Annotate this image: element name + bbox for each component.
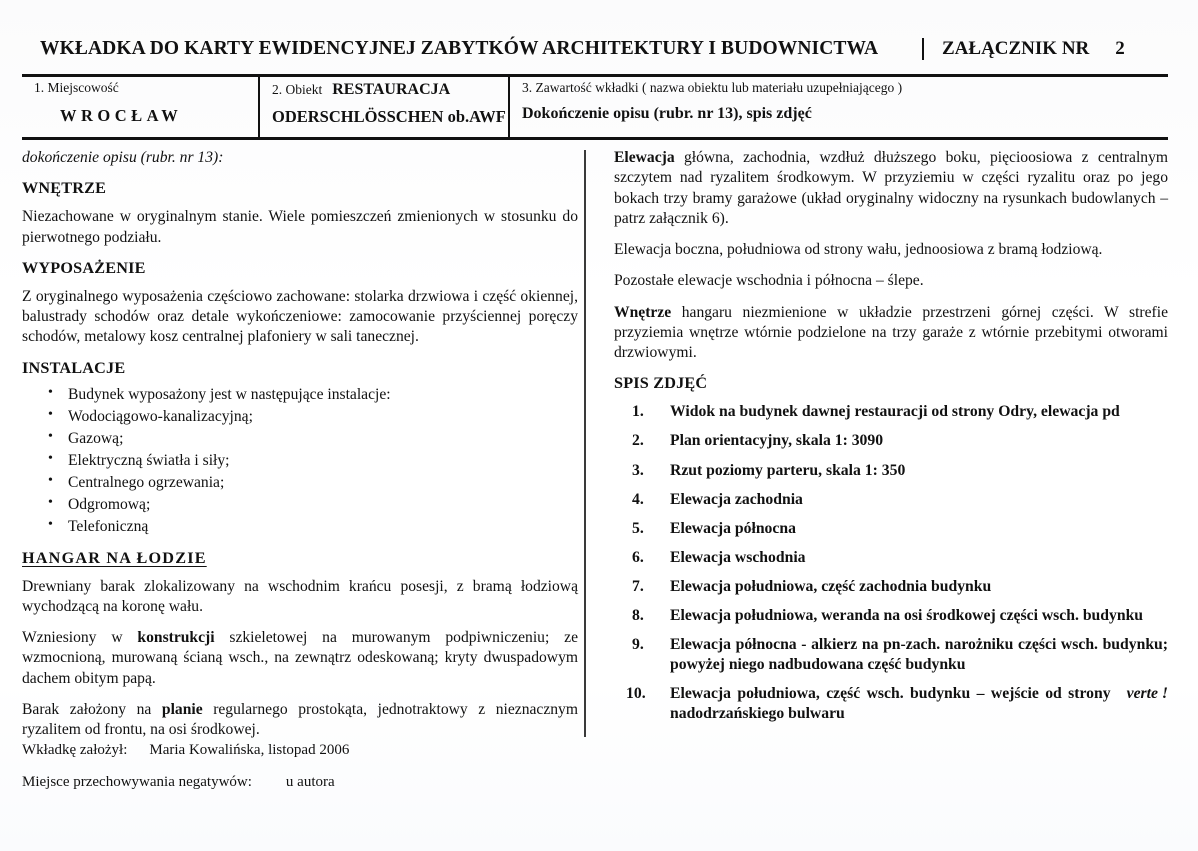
section-heading-installations: INSTALACJE <box>22 358 126 377</box>
elevation-paragraph-2: Elewacja boczna, południowa od strony wału, jednoosiowa z bramą łodziową. <box>614 241 1103 259</box>
intro-line: dokończenie opisu (rubr. nr 13): <box>22 149 224 166</box>
field-object-label-text: 2. Obiekt <box>272 82 323 97</box>
list-item: • Odgromową; <box>68 494 578 516</box>
photo-text: Elewacja południowa, część wsch. budynku – wejście od strony nadodrzańskiego bulwaru <box>670 685 1111 723</box>
footer-author-row <box>22 742 722 759</box>
header-rule-bottom <box>22 137 1168 140</box>
field-object-value: ODERSCHLÖSSCHEN ob.AWF <box>272 107 506 127</box>
field-content <box>508 76 1168 137</box>
photo-index: 4. <box>632 490 644 508</box>
photo-index: 10. <box>626 685 646 703</box>
list-item <box>614 519 1168 539</box>
list-item: • Centralnego ogrzewania; <box>68 472 578 494</box>
interior-paragraph <box>614 303 1168 364</box>
section-heading-hangar: HANGAR NA ŁODZIE <box>22 548 207 567</box>
list-item <box>614 431 1168 451</box>
list-item <box>614 606 1168 626</box>
hangar-p2-bold: konstrukcji <box>137 629 215 647</box>
section-heading-interior: WNĘTRZE <box>22 179 107 198</box>
list-item: • Elektryczną światła i siły; <box>68 450 578 472</box>
section-heading-photos: SPIS ZDJĘĆ <box>614 374 708 393</box>
attachment-header <box>922 38 1168 60</box>
right-column <box>600 148 1168 734</box>
field-content-label: 3. Zawartość wkładki ( nazwa obiektu lub materiału uzupełniającego ) <box>522 80 903 95</box>
photo-index: 5. <box>632 519 644 537</box>
list-item: • Telefoniczną <box>68 516 578 538</box>
attachment-label: ZAŁĄCZNIK NR <box>942 38 1090 59</box>
footer-negatives-row <box>22 774 722 791</box>
hangar-paragraph-2 <box>22 628 578 689</box>
field-object <box>258 76 508 137</box>
photo-text: Elewacja zachodnia <box>670 490 803 508</box>
list-item: • Gazową; <box>68 428 578 450</box>
photo-list <box>614 402 1168 724</box>
list-item <box>614 461 1168 481</box>
list-item: • Wodociągowo-kanalizacyjną; <box>68 406 578 428</box>
photo-text: Elewacja wschodnia <box>670 548 806 566</box>
footer-author-value: Maria Kowalińska, listopad 2006 <box>149 742 350 758</box>
document-body <box>22 148 1168 748</box>
photo-index: 2. <box>632 432 644 450</box>
document-header <box>22 38 1168 74</box>
footer-negatives-label: Miejsce przechowywania negatywów: <box>22 774 252 790</box>
list-item <box>614 490 1168 510</box>
section-text-interior: Niezachowane w oryginalnym stanie. Wiele pomieszczeń zmienionych w stosunku do pierwotnego podziału. <box>22 208 578 246</box>
photo-index: 1. <box>632 403 644 421</box>
interior-p-bold: Wnętrze <box>614 303 672 321</box>
elevation-p1-bold: Elewacja <box>614 149 675 166</box>
hangar-paragraph-1: Drewniany barak zlokalizowany na wschodnim krańcu posesji, z bramą łodziową wychodzącą na koronę wału. <box>22 577 578 615</box>
field-locality <box>22 76 258 137</box>
attachment-number: 2 <box>1115 38 1125 59</box>
verte-note: verte ! <box>1126 685 1168 703</box>
field-locality-value: WROCŁAW <box>60 106 183 126</box>
photo-index: 7. <box>632 577 644 595</box>
elevation-paragraph-3: Pozostałe elewacje wschodnia i północna – ślepe. <box>614 272 924 290</box>
hangar-p2-post: szkieletowej na murowanym podpiwniczeniu; ze wzmocnioną, murowaną ścianą wsch., na zewnątrz odeskowaną; kryty dwuspadowym dachem obitym papą. <box>22 629 578 687</box>
interior-p-text: hangaru niezmienione w układzie przestrzeni górnej części. W strefie przyziemia wnętrze wtórnie podzielone na trzy garaże z wtórnie przebitymi otworami drzwiowymi. <box>614 303 1168 362</box>
hangar-p3-pre: Barak założony na <box>22 700 162 718</box>
footer-negatives-value: u autora <box>285 774 335 790</box>
installations-list <box>22 384 578 539</box>
hangar-paragraph-3 <box>22 700 578 741</box>
footer-author-label: Wkładkę założył: <box>22 742 128 758</box>
photo-text: Plan orientacyjny, skala 1: 3090 <box>670 432 884 450</box>
photo-index: 9. <box>632 636 644 654</box>
photo-text: Elewacja południowa, weranda na osi środkowej części wsch. budynku <box>670 607 1144 625</box>
section-text-equipment: Z oryginalnego wyposażenia częściowo zachowane: stolarka drzwiowa i część okiennej, balustrady schodów oraz detale wykończeniowe: zamocowanie przyściennej poręczy schodów, metalowy kosz centralnej plafoniery w sali tanecznej. <box>22 287 578 346</box>
list-item <box>614 548 1168 568</box>
list-item <box>614 635 1168 675</box>
field-content-value: Dokończenie opisu (rubr. nr 13), spis zdjęć <box>522 105 812 123</box>
photo-index: 6. <box>632 548 644 566</box>
hangar-p3-post: regularnego prostokąta, jednotraktowy z nieznacznym ryzalitem od frontu, na osi środkowej. <box>22 700 578 739</box>
hangar-p3-bold: planie <box>161 700 203 718</box>
field-object-label <box>272 80 508 99</box>
photo-text: Elewacja północna - alkierz na pn-zach. narożniku części wsch. budynku; powyżej niego nadbudowana część budynku <box>670 636 1168 674</box>
page-title: WKŁADKA DO KARTY EWIDENCYJNEJ ZABYTKÓW ARCHITEKTURY I BUDOWNICTWA <box>40 38 879 59</box>
photo-text: Widok na budynek dawnej restauracji od strony Odry, elewacja pd <box>670 403 1120 421</box>
list-item <box>614 684 1168 724</box>
document-footer <box>22 742 722 806</box>
column-divider <box>584 150 586 737</box>
list-item <box>614 577 1168 597</box>
photo-text: Elewacja południowa, część zachodnia budynku <box>670 577 992 595</box>
list-item <box>614 402 1168 422</box>
identification-row <box>22 76 1168 137</box>
field-locality-label: 1. Miejscowość <box>34 80 119 95</box>
hangar-p2-pre: Wzniesiony w <box>22 629 138 647</box>
section-heading-equipment: WYPOSAŻENIE <box>22 258 146 277</box>
left-column <box>22 148 578 751</box>
photo-index: 8. <box>632 607 644 625</box>
photo-text: Rzut poziomy parteru, skala 1: 350 <box>670 461 906 479</box>
photo-index: 3. <box>632 461 644 479</box>
elevation-p1-text: główna, zachodnia, wzdłuż dłuższego boku, pięcioosiowa z centralnym szczytem nad ryzalitem środkowym. W przyziemiu w części ryzalitu oraz po jego bokach trzy bramy garażowe (układ oryginalny widoczny na rysunkach budowlanych – patrz załącznik 6). <box>614 149 1168 227</box>
photo-text: Elewacja północna <box>670 519 796 537</box>
elevation-paragraph-1 <box>614 148 1168 229</box>
field-object-label-strong: RESTAURACJA <box>332 81 451 98</box>
list-item: • Budynek wyposażony jest w następujące instalacje: <box>68 384 578 406</box>
